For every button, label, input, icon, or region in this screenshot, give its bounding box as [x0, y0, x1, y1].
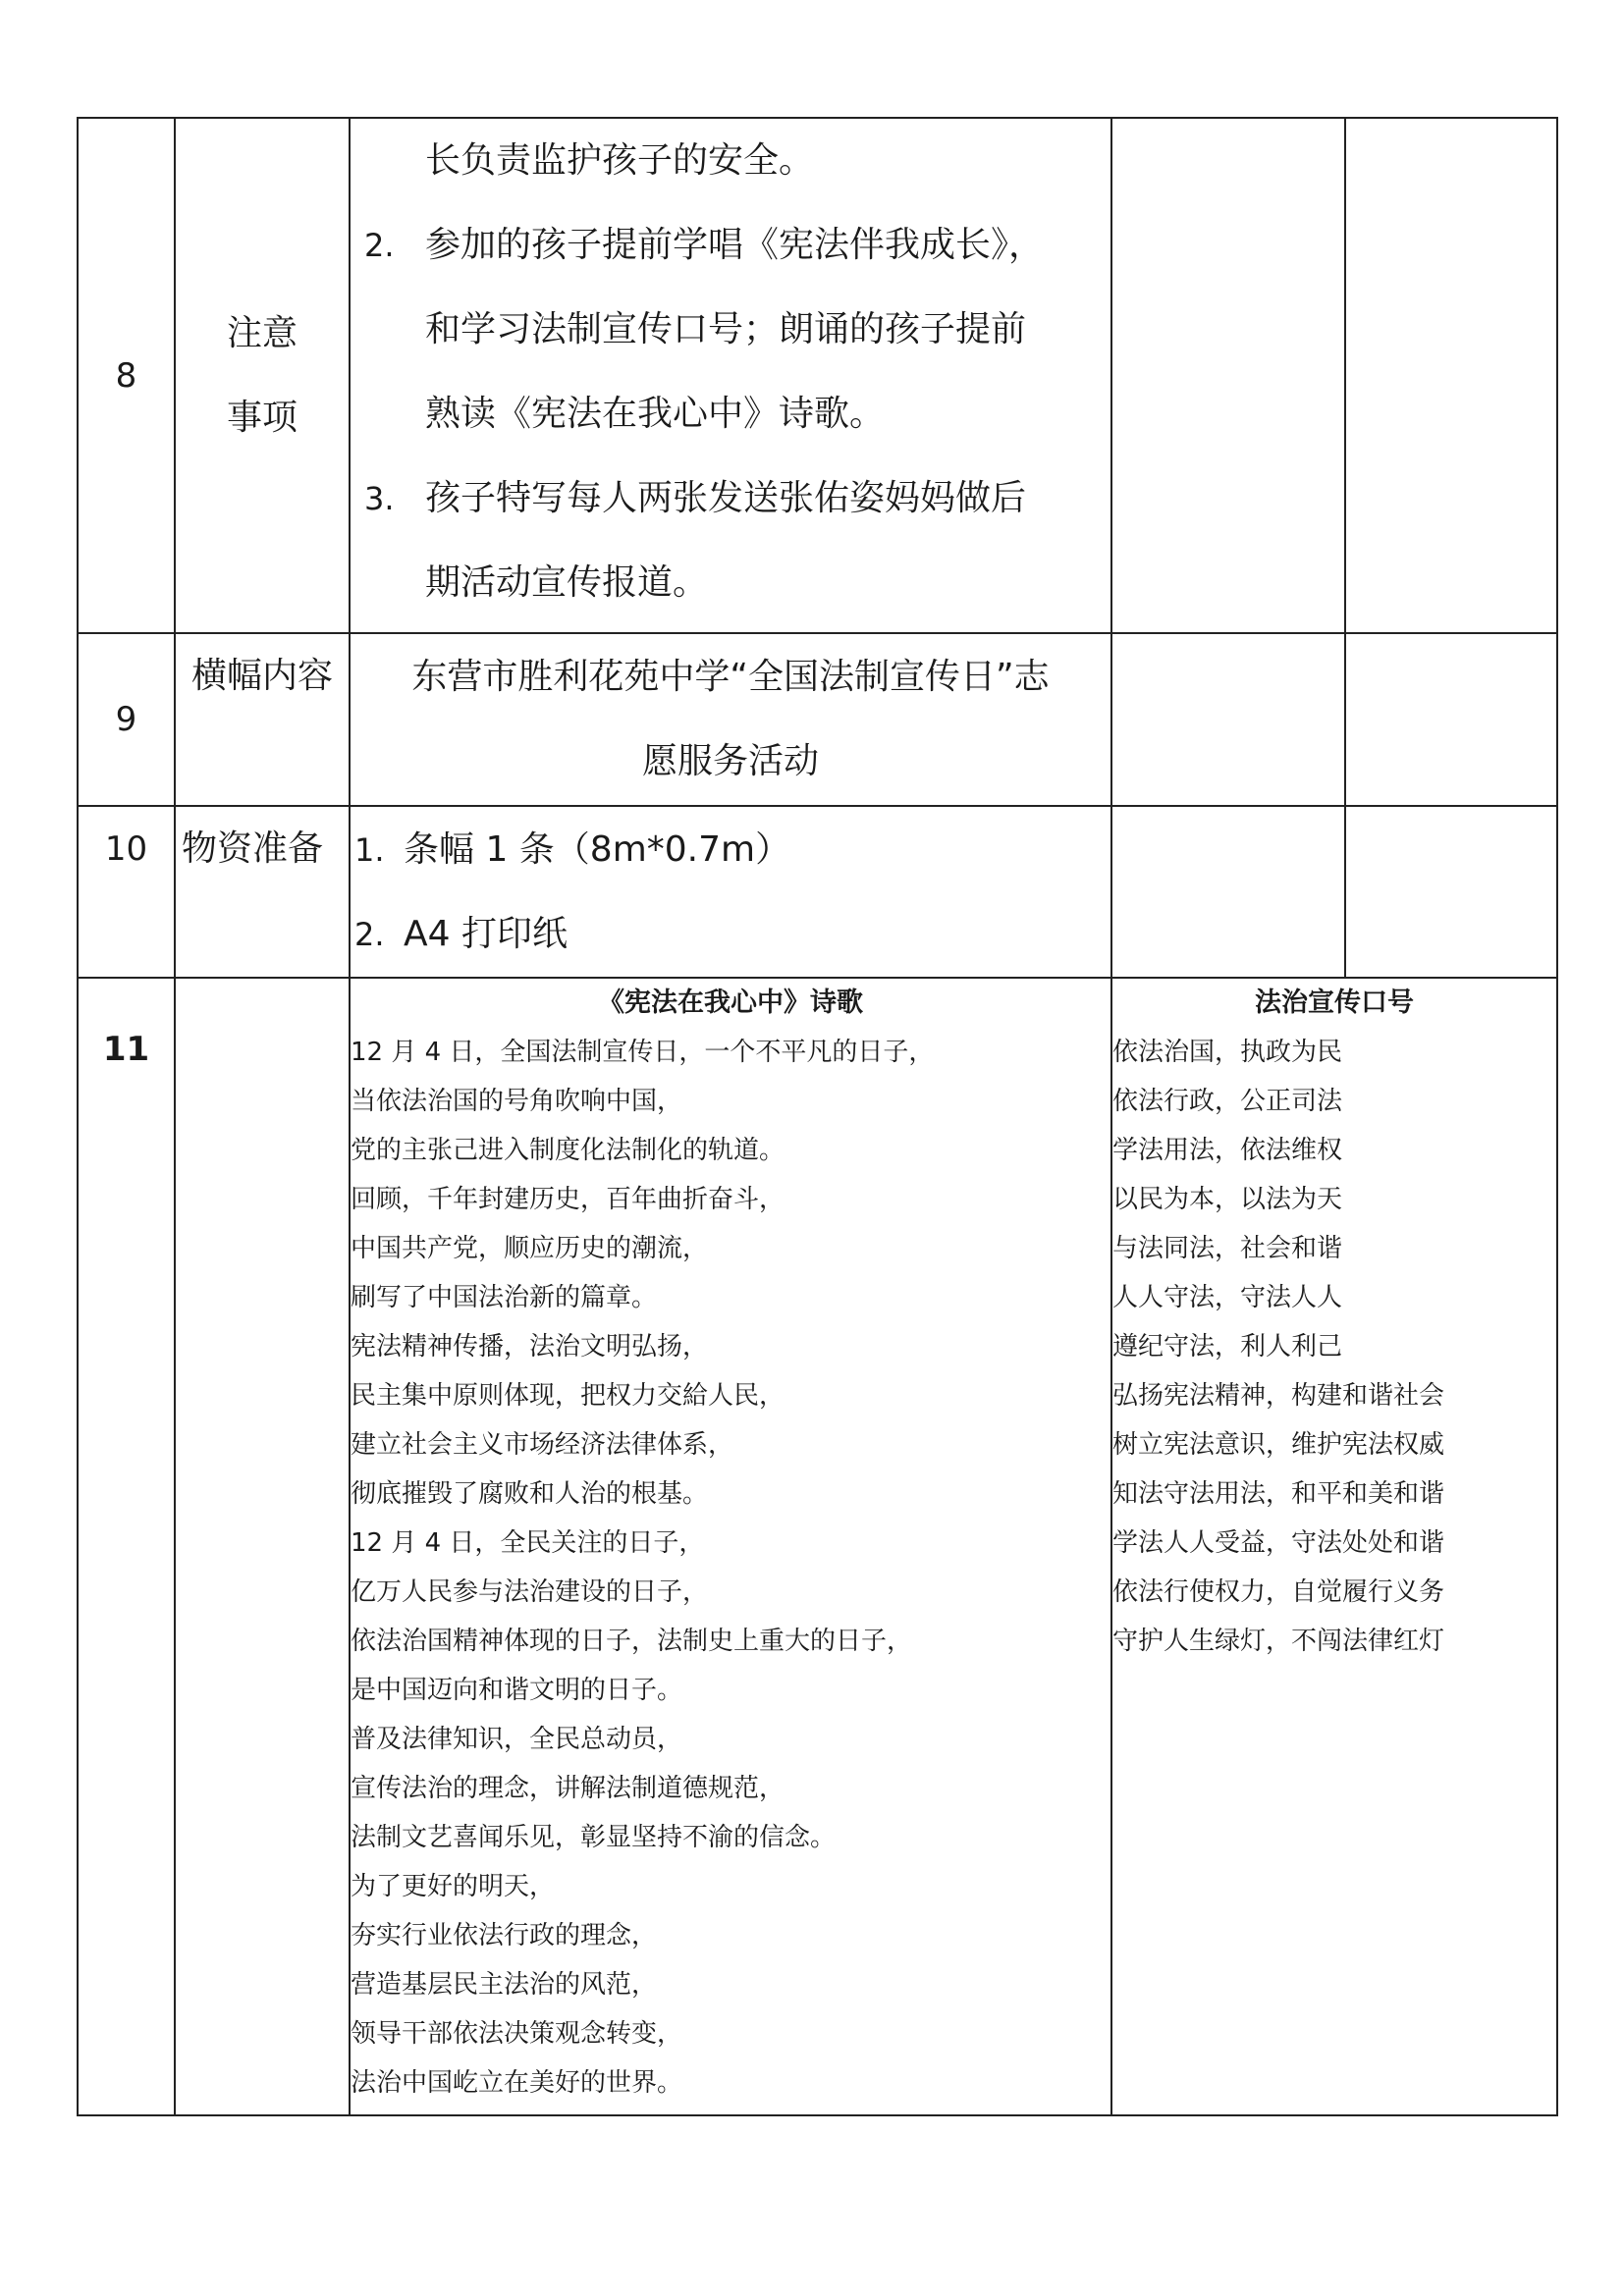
- banner-line: 东营市胜利花苑中学“全国法制宣传日”志: [411, 657, 1050, 697]
- banner-line: 愿服务活动: [641, 741, 819, 781]
- slogan-line: 遵纪守法，利人利己: [1112, 1332, 1343, 1362]
- poem-line: 刷写了中国法治新的篇章。: [351, 1283, 658, 1312]
- notes-content: [350, 118, 1111, 633]
- poem-line: 当依法治国的号角吹响中国，: [351, 1087, 683, 1116]
- continued-line: 长负责监护孩子的安全。: [425, 140, 815, 181]
- empty-cell: [1345, 633, 1557, 806]
- item-line: 孩子特写每人两张发送张佑姿妈妈做后: [425, 478, 1027, 518]
- slogan-line: 以民为本，以法为天: [1112, 1185, 1343, 1214]
- poem-line: 普及法律知识，全民总动员，: [351, 1725, 683, 1754]
- poem-line: 宪法精神传播，法治文明弘扬，: [351, 1332, 709, 1362]
- poem-line: 领导干部依法决策观念转变，: [351, 2019, 683, 2049]
- slogan-line: 守护人生绿灯，不闯法律红灯: [1112, 1627, 1445, 1656]
- poem-line: 为了更好的明天，: [351, 1872, 556, 1901]
- slogan-line: 知法守法用法，和平和美和谐: [1112, 1479, 1445, 1509]
- empty-cell: [1345, 806, 1557, 978]
- poem-line: 宣传法治的理念，讲解法制道德规范，: [351, 1774, 785, 1803]
- row-number: 10: [78, 806, 175, 978]
- item-text: 条幅 1 条（8m*0.7m）: [404, 828, 791, 870]
- row-number: 11: [78, 978, 175, 2115]
- slogan-line: 依法治国，执政为民: [1112, 1038, 1343, 1067]
- empty-cell: [1111, 633, 1345, 806]
- item-line: 参加的孩子提前学唱《宪法伴我成长》，: [425, 225, 1045, 265]
- poem-title: 《宪法在我心中》诗歌: [598, 988, 863, 1018]
- slogan-line: 树立宪法意识，维护宪法权威: [1112, 1430, 1445, 1460]
- slogan-line: 学法人人受益，守法处处和谐: [1112, 1528, 1445, 1558]
- slogan-line: 依法行政，公正司法: [1112, 1087, 1343, 1116]
- poem-lines: [351, 1028, 1110, 2108]
- table-row-9: [78, 633, 1557, 806]
- row-number: 9: [78, 633, 175, 806]
- row-label: 物资准备: [175, 806, 350, 978]
- row-label: 横幅内容: [175, 633, 350, 806]
- activity-plan-table: [77, 117, 1558, 2116]
- poem-line: 建立社会主义市场经济法律体系，: [351, 1430, 734, 1460]
- table-row-8: [78, 118, 1557, 633]
- item-line: 熟读《宪法在我心中》诗歌。: [425, 394, 886, 434]
- poem-line: 亿万人民参与法治建设的日子，: [351, 1577, 709, 1607]
- empty-cell: [1111, 118, 1345, 633]
- table-row-11: [78, 978, 1557, 2115]
- poem-line: 是中国迈向和谐文明的日子。: [351, 1676, 683, 1705]
- empty-cell: [1111, 806, 1345, 978]
- slogan-line: 依法行使权力，自觉履行义务: [1112, 1577, 1445, 1607]
- slogan-line: 学法用法，依法维权: [1112, 1136, 1343, 1165]
- empty-cell: [1345, 118, 1557, 633]
- poem-line: 12 月 4 日，全国法制宣传日，一个不平凡的日子，: [351, 1038, 935, 1067]
- slogan-lines: [1112, 1028, 1556, 1666]
- item-number: 2.: [354, 915, 385, 953]
- poem-line: 民主集中原则体现，把权力交給人民，: [351, 1381, 785, 1411]
- item-number: 3.: [364, 480, 395, 517]
- slogan-line: 人人守法，守法人人: [1112, 1283, 1343, 1312]
- list-item: [351, 456, 1110, 625]
- list-item: [351, 808, 1110, 892]
- item-number: 2.: [364, 227, 395, 264]
- label-line: 事项: [226, 397, 298, 438]
- poem-line: 12 月 4 日，全民关注的日子，: [351, 1528, 705, 1558]
- banner-content: [350, 633, 1111, 806]
- poem-line: 党的主张己进入制度化法制化的轨道。: [351, 1136, 785, 1165]
- list-item: [351, 892, 1110, 977]
- slogans-cell: [1111, 978, 1557, 2115]
- slogan-line: 弘扬宪法精神，构建和谐社会: [1112, 1381, 1445, 1411]
- poem-line: 依法治国精神体现的日子，法制史上重大的日子，: [351, 1627, 913, 1656]
- item-text: A4 打印纸: [404, 913, 568, 954]
- item-line: 和学习法制宣传口号；朗诵的孩子提前: [425, 309, 1027, 349]
- empty-cell: [175, 978, 350, 2115]
- row-number: 8: [78, 118, 175, 633]
- poem-line: 中国共产党，顺应历史的潮流，: [351, 1234, 709, 1263]
- poem-line: 营造基层民主法治的风范，: [351, 1970, 658, 2000]
- label-line: 注意: [226, 312, 298, 353]
- poem-line: 法制文艺喜闻乐见，彰显坚持不渝的信念。: [351, 1823, 837, 1852]
- row-label: [175, 118, 350, 633]
- item-line: 期活动宣传报道。: [425, 562, 709, 603]
- materials-content: [350, 806, 1111, 978]
- slogan-line: 与法同法，社会和谐: [1112, 1234, 1343, 1263]
- item-number: 1.: [354, 830, 385, 869]
- table-row-10: [78, 806, 1557, 978]
- list-item: [351, 203, 1110, 456]
- poem-line: 夯实行业依法行政的理念，: [351, 1921, 658, 1950]
- poem-line: 彻底摧毁了腐败和人治的根基。: [351, 1479, 709, 1509]
- poem-line: 回顾，千年封建历史，百年曲折奋斗，: [351, 1185, 785, 1214]
- poem-line: 法治中国屹立在美好的世界。: [351, 2068, 683, 2098]
- poem-cell: [350, 978, 1111, 2115]
- slogans-title: 法治宣传口号: [1255, 988, 1414, 1018]
